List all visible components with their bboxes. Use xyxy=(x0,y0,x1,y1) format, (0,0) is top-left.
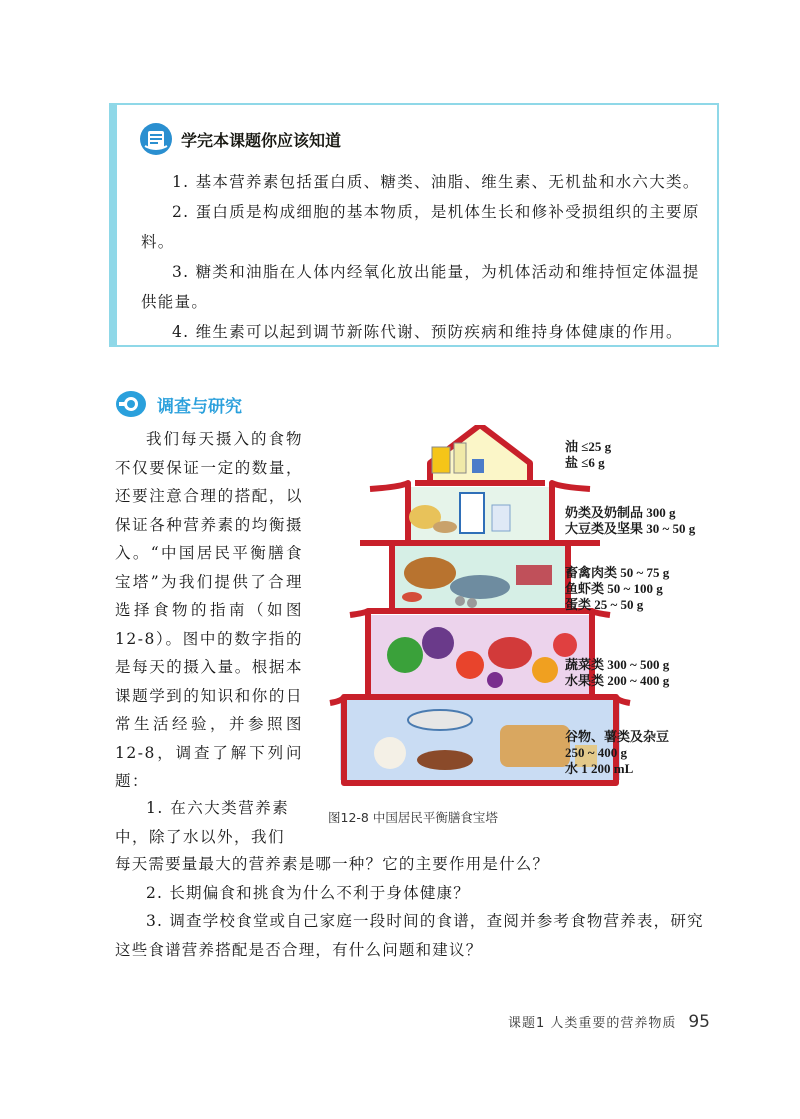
summary-item: 4. 维生素可以起到调节新陈代谢、预防疾病和维持身体健康的作用。 xyxy=(172,323,683,341)
research-intro: 我们每天摄入的食物不仅要保证一定的数量，还要注意合理的搭配，以保证各种营养素的均衡摄入。“中国居民平衡膳食宝塔”为我们提供了合理选择食物的指南（如图12-8）。图中的数字指的是每天的摄入量。根据本课题学到的知识和你的日常生活经验，并参照图12-8，调查了解下列问题： xyxy=(115,430,303,790)
page-number: 95 xyxy=(688,1012,710,1032)
page-footer xyxy=(508,1012,710,1032)
question-1-start: 1. 在六大类营养素中，除了水以外，我们 xyxy=(115,799,290,846)
footer-chapter: 课题1 人类重要的营养物质 xyxy=(507,1016,677,1031)
summary-title: 学完本课题你应该知道 xyxy=(181,130,342,150)
food-pagoda-figure xyxy=(320,425,720,820)
questions xyxy=(115,850,715,964)
magnifier-icon xyxy=(115,390,147,418)
label-meat-fish-egg: 畜禽肉类 50 ~ 75 g 鱼虾类 50 ~ 100 g 蛋类 25 ~ 50 g xyxy=(565,565,670,612)
label-vegetable-fruit: 蔬菜类 300 ~ 500 g 水果类 200 ~ 400 g xyxy=(565,657,670,688)
research-title: 调查与研究 xyxy=(157,396,242,417)
summary-header xyxy=(139,122,341,156)
label-dairy-beans: 奶类及奶制品 300 g 大豆类及坚果 30 ~ 50 g xyxy=(565,505,696,536)
summary-item: 3. 糖类和油脂在人体内经氧化放出能量，为机体活动和维持恒定体温提供能量。 xyxy=(141,263,700,311)
label-grain-water: 谷物、薯类及杂豆 250 ~ 400 g 水 1 200 mL xyxy=(565,729,670,776)
summary-list xyxy=(141,167,701,347)
summary-item: 1. 基本营养素包括蛋白质、糖类、油脂、维生素、无机盐和水六大类。 xyxy=(172,173,700,191)
research-header xyxy=(115,390,242,418)
summary-item: 2. 蛋白质是构成细胞的基本物质，是机体生长和修补受损组织的主要原料。 xyxy=(141,203,700,251)
question-1-end: 每天需要量最大的营养素是哪一种？它的主要作用是什么？ xyxy=(115,855,550,873)
question-3: 3. 调查学校食堂或自己家庭一段时间的食谱，查阅并参考食物营养表，研究这些食谱营养搭配是否合理，有什么问题和建议？ xyxy=(115,912,704,959)
figure-caption: 图12-8 中国居民平衡膳食宝塔 xyxy=(328,810,498,825)
question-2: 2. 长期偏食和挑食为什么不利于身体健康？ xyxy=(146,883,470,902)
label-oil-salt: 油 ≤25 g 盐 ≤6 g xyxy=(565,439,612,470)
book-icon xyxy=(139,122,173,156)
summary-box xyxy=(115,103,719,347)
